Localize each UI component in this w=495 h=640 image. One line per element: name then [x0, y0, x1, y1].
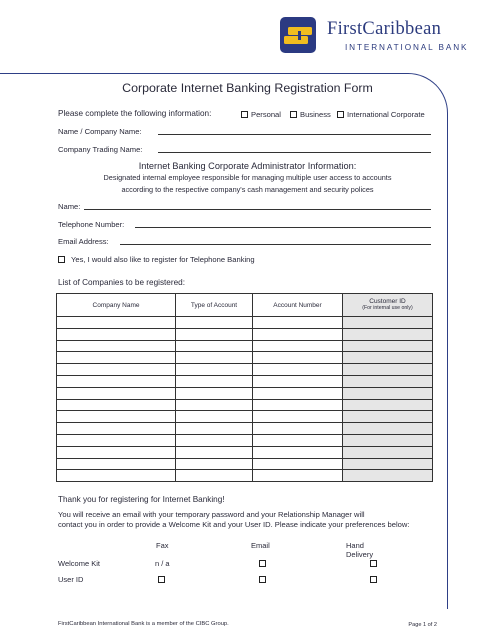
admin-description [0, 172, 495, 195]
account-type-cell[interactable] [175, 447, 252, 458]
company-name-cell[interactable] [57, 388, 175, 399]
account-number-cell[interactable] [252, 376, 342, 387]
account-type-cell[interactable] [175, 376, 252, 387]
company-name-cell[interactable] [57, 376, 175, 387]
user-id-label: User ID [58, 575, 84, 584]
user-id-fax-checkbox[interactable] [158, 576, 165, 583]
column-header-customer-id [342, 294, 432, 316]
table-row[interactable] [57, 399, 432, 411]
company-name-cell[interactable] [57, 447, 175, 458]
company-name-cell[interactable] [57, 317, 175, 328]
company-name-cell[interactable] [57, 435, 175, 446]
admin-description-line-1: Designated internal employee responsible for managing multiple user access to accounts [103, 173, 392, 182]
user-id-hand-delivery-checkbox[interactable] [370, 576, 377, 583]
companies-table [56, 293, 433, 482]
telephone-label: Telephone Number: [58, 220, 125, 229]
page-number: Page 1 of 2 [408, 622, 437, 628]
customer-id-cell [342, 329, 432, 340]
account-type-cell[interactable] [175, 400, 252, 411]
account-number-cell[interactable] [252, 329, 342, 340]
customer-id-cell [342, 388, 432, 399]
table-row[interactable] [57, 469, 432, 481]
column-header-account-number: Account Number [252, 294, 342, 316]
international-corporate-label: International Corporate [347, 110, 425, 119]
account-type-cell[interactable] [175, 411, 252, 422]
company-name-cell[interactable] [57, 352, 175, 363]
internal-use-note: (For internal use only) [362, 305, 413, 311]
table-row[interactable] [57, 363, 432, 375]
admin-name-label: Name: [58, 202, 81, 211]
company-name-field[interactable] [158, 134, 431, 135]
email-column-header: Email [251, 541, 270, 550]
column-header-company-name: Company Name [92, 301, 140, 309]
customer-id-cell [342, 470, 432, 481]
account-number-cell[interactable] [252, 341, 342, 352]
welcome-kit-label: Welcome Kit [58, 559, 100, 568]
company-name-label: Name / Company Name: [58, 127, 142, 136]
account-type-cell[interactable] [175, 317, 252, 328]
table-row[interactable] [57, 410, 432, 422]
fax-column-header: Fax [156, 541, 169, 550]
company-name-cell[interactable] [57, 329, 175, 340]
account-number-cell[interactable] [252, 470, 342, 481]
trading-name-label: Company Trading Name: [58, 145, 143, 154]
business-label: Business [300, 110, 331, 119]
telephone-banking-label: Yes, I would also like to register for Telephone Banking [71, 255, 255, 264]
table-row[interactable] [57, 434, 432, 446]
table-row[interactable] [57, 316, 432, 328]
customer-id-cell [342, 411, 432, 422]
company-name-cell[interactable] [57, 400, 175, 411]
business-checkbox[interactable] [290, 111, 297, 118]
admin-name-field[interactable] [84, 209, 431, 210]
account-type-cell[interactable] [175, 423, 252, 434]
account-number-cell[interactable] [252, 435, 342, 446]
customer-id-cell [342, 352, 432, 363]
customer-id-cell [342, 459, 432, 470]
welcome-kit-hand-delivery-checkbox[interactable] [370, 560, 377, 567]
account-number-cell[interactable] [252, 317, 342, 328]
company-name-cell[interactable] [57, 411, 175, 422]
customer-id-label: Customer ID [369, 297, 406, 305]
table-row[interactable] [57, 328, 432, 340]
account-number-cell[interactable] [252, 388, 342, 399]
customer-id-cell [342, 423, 432, 434]
admin-description-line-2: according to the respective company's cash management and security polices [121, 184, 374, 194]
account-number-cell[interactable] [252, 423, 342, 434]
bank-logo-icon [277, 14, 319, 56]
table-row[interactable] [57, 446, 432, 458]
account-type-cell[interactable] [175, 341, 252, 352]
instructions-text: Please complete the following information: [58, 109, 212, 118]
table-row[interactable] [57, 458, 432, 470]
account-number-cell[interactable] [252, 459, 342, 470]
account-type-cell[interactable] [175, 352, 252, 363]
account-number-cell[interactable] [252, 447, 342, 458]
account-number-cell[interactable] [252, 400, 342, 411]
user-id-email-checkbox[interactable] [259, 576, 266, 583]
bank-name: FirstCaribbean [327, 19, 442, 39]
footer-text: FirstCaribbean International Bank is a member of the CIBC Group. [58, 621, 229, 627]
telephone-banking-checkbox[interactable] [58, 256, 65, 263]
table-row[interactable] [57, 351, 432, 363]
telephone-field[interactable] [135, 227, 431, 228]
personal-checkbox[interactable] [241, 111, 248, 118]
table-header-row [57, 294, 432, 316]
email-label: Email Address: [58, 237, 109, 246]
hand-delivery-column-header: Hand Delivery [346, 541, 374, 559]
welcome-kit-email-checkbox[interactable] [259, 560, 266, 567]
table-row[interactable] [57, 375, 432, 387]
trading-name-field[interactable] [158, 152, 431, 153]
column-header-account-type: Type of Account [175, 294, 252, 316]
thank-you-line-1: You will receive an email with your temporary password and your Relationship Manager will [58, 510, 365, 519]
personal-label: Personal [251, 110, 281, 119]
account-type-cell[interactable] [175, 459, 252, 470]
company-name-cell[interactable] [57, 364, 175, 375]
companies-heading: List of Companies to be registered: [58, 278, 185, 287]
account-number-cell[interactable] [252, 352, 342, 363]
account-type-cell[interactable] [175, 388, 252, 399]
account-type-cell[interactable] [175, 329, 252, 340]
customer-id-cell [342, 400, 432, 411]
table-row[interactable] [57, 340, 432, 352]
thank-you-heading: Thank you for registering for Internet Banking! [58, 495, 225, 504]
email-field[interactable] [120, 244, 431, 245]
account-number-cell[interactable] [252, 411, 342, 422]
table-row[interactable] [57, 422, 432, 434]
customer-id-cell [342, 435, 432, 446]
account-type-cell[interactable] [175, 435, 252, 446]
company-name-cell[interactable] [57, 423, 175, 434]
international-corporate-checkbox[interactable] [337, 111, 344, 118]
thank-you-line-2: contact you in order to provide a Welcome Kit and your User ID. Please indicate your preferences below: [58, 520, 410, 529]
customer-id-cell [342, 376, 432, 387]
admin-heading: Internet Banking Corporate Administrator Information: [138, 161, 357, 171]
account-type-cell[interactable] [175, 470, 252, 481]
company-name-cell[interactable] [57, 341, 175, 352]
table-row[interactable] [57, 387, 432, 399]
bank-logo [277, 14, 487, 60]
customer-id-cell [342, 447, 432, 458]
account-number-cell[interactable] [252, 364, 342, 375]
welcome-kit-fax-na: n / a [155, 559, 170, 568]
bank-subtitle: INTERNATIONAL BANK [345, 43, 469, 52]
customer-id-cell [342, 341, 432, 352]
company-name-cell[interactable] [57, 459, 175, 470]
customer-id-cell [342, 317, 432, 328]
customer-id-cell [342, 364, 432, 375]
form-title: Corporate Internet Banking Registration Form [122, 81, 373, 95]
account-type-cell[interactable] [175, 364, 252, 375]
company-name-cell[interactable] [57, 470, 175, 481]
